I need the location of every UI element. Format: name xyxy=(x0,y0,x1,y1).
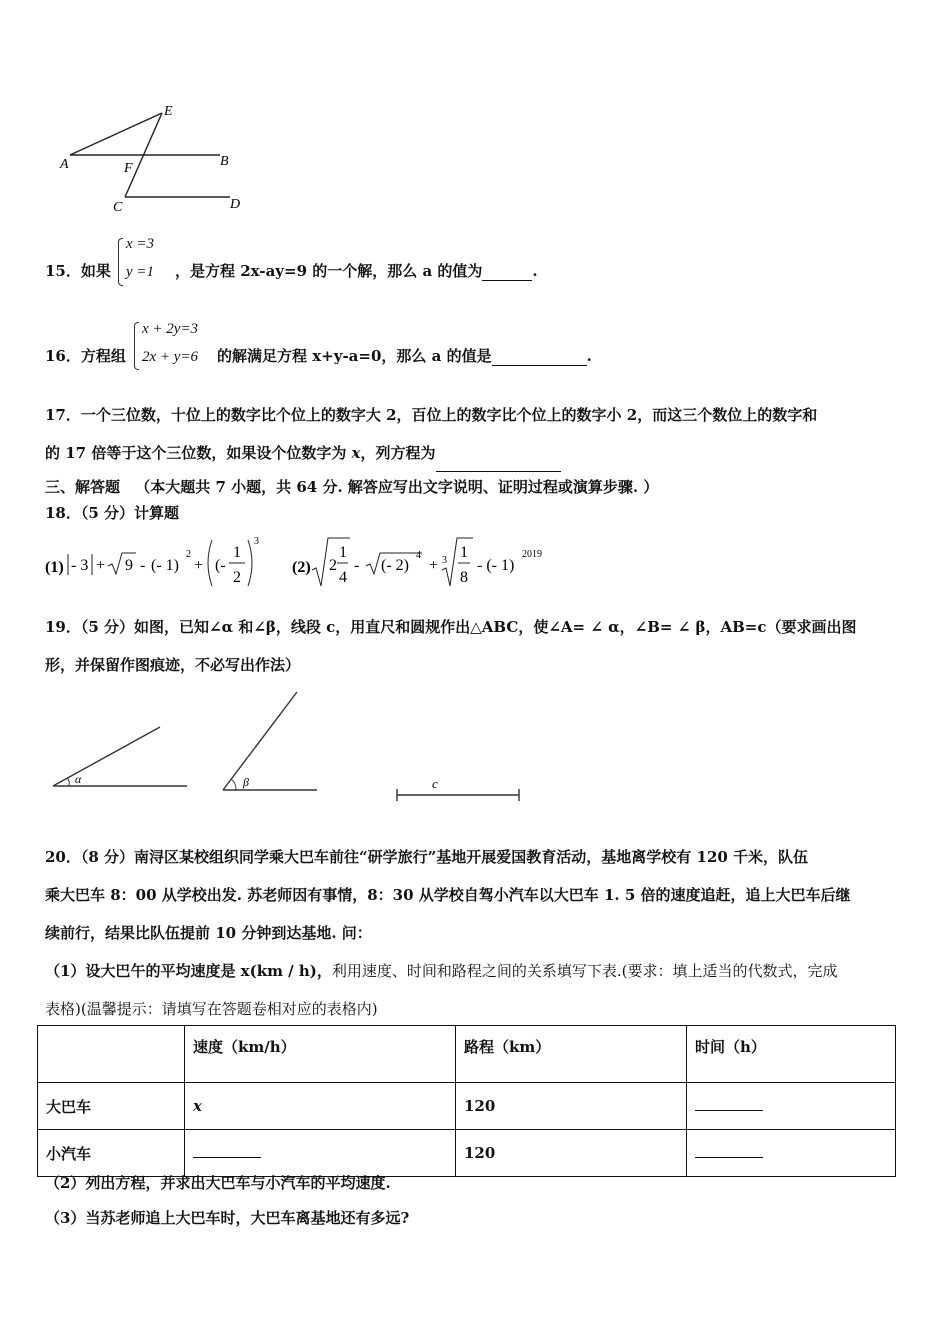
q20-sub2: （2）列出方程，并求出大巴车与小汽车的平均速度. xyxy=(45,1174,391,1192)
row-bus-distance: 120 xyxy=(456,1083,687,1130)
table-header-row xyxy=(38,1026,896,1083)
beta-arc xyxy=(231,779,236,790)
beta-label: β xyxy=(243,775,249,789)
q16-stem: 的解满足方程 x+y-a=0，那么 a 的值是 xyxy=(217,347,492,365)
q20-line1: 20．（8 分）南浔区某校组织同学乘大巴车前往“研学旅行”基地开展爱国教育活动，基地离学校有 120 千米，队伍 xyxy=(45,848,809,866)
alpha-label: α xyxy=(75,772,82,786)
q18-p1-neg: (- xyxy=(215,557,226,574)
q20-sub1-a: （1）设大巴午的平均速度是 x(km / h)， xyxy=(45,962,332,980)
q18-p2-whole: 2 xyxy=(329,557,337,574)
q16-eq2: 2x + y=6 xyxy=(142,349,199,365)
q18-p1-exp2: 2 xyxy=(186,549,191,560)
q19-figures xyxy=(45,680,545,810)
label-b: B xyxy=(220,154,229,169)
row-bus-name: 大巴车 xyxy=(38,1083,185,1130)
q18-p2-fnum: 1 xyxy=(339,544,347,561)
alpha-slant-ray xyxy=(53,727,160,786)
row-bus-speed: x xyxy=(185,1083,456,1130)
alpha-arc xyxy=(67,778,69,786)
q18-p1-minus1: - xyxy=(140,557,146,574)
q18-title: 18．（5 分）计算题 xyxy=(45,504,180,522)
q15-answer-blank[interactable] xyxy=(482,280,532,281)
car-time-blank[interactable] xyxy=(695,1145,763,1158)
row-car-speed[interactable] xyxy=(185,1130,456,1177)
q15-brace xyxy=(118,238,123,286)
q18-p1-neg1: (- 1) xyxy=(151,557,179,574)
section-3-description: （本大题共 7 小题，共 64 分. 解答应写出文字说明、证明过程或演算步骤. ） xyxy=(135,478,659,496)
q18-p1-abs: - 3 xyxy=(71,557,89,574)
table-row xyxy=(38,1130,896,1177)
q19-line2: 形，并保留作图痕迹，不必写出作法） xyxy=(45,656,301,674)
q20-table xyxy=(37,1025,896,1177)
segment-c-label: c xyxy=(432,776,438,791)
q15-end: . xyxy=(532,262,538,280)
row-bus-time[interactable] xyxy=(687,1083,896,1130)
segment-c xyxy=(397,776,519,801)
table-header-speed: 速度（km/h） xyxy=(185,1026,456,1083)
table-header-distance: 路程（km） xyxy=(456,1026,687,1083)
q18-part1 xyxy=(45,536,259,586)
q18-part2 xyxy=(292,538,542,586)
q17-line2-a: 的 17 倍等于这个三位数，如果设个位数字为 xyxy=(45,444,352,462)
label-d: D xyxy=(230,197,241,212)
q18-p1-plus2: + xyxy=(194,557,204,574)
q18-p1-fden: 2 xyxy=(233,569,241,586)
label-c: C xyxy=(113,200,123,215)
line-ea xyxy=(70,113,162,155)
q16-brace xyxy=(134,322,139,370)
q16-number: 16．方程组 xyxy=(45,347,126,365)
question-19 xyxy=(45,608,915,684)
q16-end: . xyxy=(586,347,592,365)
angle-beta xyxy=(223,692,317,790)
q18-p2-idx3: 3 xyxy=(442,555,447,566)
q18-p2-exp4: 4 xyxy=(416,550,421,561)
q18-p2-label: (2) xyxy=(292,559,311,576)
q20-sub1-line1 xyxy=(45,952,915,990)
q17-line2-b: ，列方程为 xyxy=(360,444,436,462)
row-car-time[interactable] xyxy=(687,1130,896,1177)
q18-p2-fden: 4 xyxy=(339,569,347,586)
question-16 xyxy=(45,318,695,376)
q18-expressions xyxy=(40,530,600,590)
q18-p1-exp3: 3 xyxy=(254,536,259,547)
q20-sub3: （3）当苏老师追上大巴车时，大巴车离基地还有多远? xyxy=(45,1209,410,1227)
q17-variable: x xyxy=(351,444,361,462)
q15-stem: ，是方程 2x-ay=9 的一个解，那么 a 的值为 xyxy=(175,262,483,280)
q18-p1-plus1: + xyxy=(96,557,106,574)
q18-p2-plus: + xyxy=(429,557,439,574)
question-20 xyxy=(45,838,915,1028)
section-3-heading xyxy=(45,476,658,497)
q19-line1: 19．（5 分）如图，已知∠α 和∠β，线段 c，用直尺和圆规作出△ABC，使∠A= ∠ α，∠B= ∠ β，AB=c（要求画出图 xyxy=(45,618,857,636)
big-paren-right xyxy=(248,540,252,586)
q20-sub1-line2: 表格)(温馨提示：请填写在答题卷相对应的表格内) xyxy=(45,1000,378,1018)
beta-slant-ray xyxy=(223,692,297,790)
table-header-time: 时间（h） xyxy=(687,1026,896,1083)
q20-line3: 续前行，结果比队伍提前 10 分钟到达基地. 问： xyxy=(45,924,372,942)
label-e: E xyxy=(164,104,173,119)
q15-number: 15．如果 xyxy=(45,262,111,280)
bus-time-blank[interactable] xyxy=(695,1098,763,1111)
q18-p1-fnum: 1 xyxy=(233,544,241,561)
q18-p2-minus: - xyxy=(354,557,360,574)
big-paren-left xyxy=(208,540,212,586)
q15-text xyxy=(175,260,538,281)
q15-eq2: y =1 xyxy=(126,264,155,280)
row-car-distance: 120 xyxy=(456,1130,687,1177)
section-3-title: 三、解答题 xyxy=(45,478,121,496)
table-row xyxy=(38,1083,896,1130)
q17-line2 xyxy=(45,434,915,472)
q18-p2-cden: 8 xyxy=(460,569,468,586)
label-a: A xyxy=(60,157,69,172)
q16-eq1: x + 2y=3 xyxy=(142,321,199,337)
q18-p1-label: (1) xyxy=(45,559,64,576)
q18-p2-exp2019: 2019 xyxy=(522,549,542,560)
label-f: F xyxy=(124,161,133,176)
question-17 xyxy=(45,396,915,472)
figure-parallel-lines xyxy=(50,95,260,220)
q16-answer-blank[interactable] xyxy=(492,365,587,366)
car-speed-blank[interactable] xyxy=(193,1145,261,1158)
q18-p1-sqrt9: 9 xyxy=(125,557,133,574)
q18-p2-cnum: 1 xyxy=(460,544,468,561)
question-15 xyxy=(45,232,645,290)
angle-alpha xyxy=(53,727,187,786)
q18-p2-minus2: - (- 1) xyxy=(477,557,515,574)
q17-line1: 17．一个三位数，十位上的数字比个位上的数字大 2，百位上的数字比个位上的数字小 2，而这三个数位上的数字和 xyxy=(45,406,818,424)
q17-answer-blank[interactable] xyxy=(436,471,561,472)
q18-p2-sq: (- 2) xyxy=(381,557,409,574)
q20-line2: 乘大巴车 8：00 从学校出发. 苏老师因有事情，8：30 从学校自驾小汽车以大巴车 1. 5 倍的速度追赶，追上大巴车后继 xyxy=(45,886,851,904)
q16-text xyxy=(217,345,592,366)
q20-sub1-b: 利用速度、时间和路程之间的关系填写下表.(要求：填上适当的代数式，完成 xyxy=(331,962,838,980)
row-car-name: 小汽车 xyxy=(38,1130,185,1177)
q15-eq1: x =3 xyxy=(126,236,155,252)
table-header-empty xyxy=(38,1026,185,1083)
